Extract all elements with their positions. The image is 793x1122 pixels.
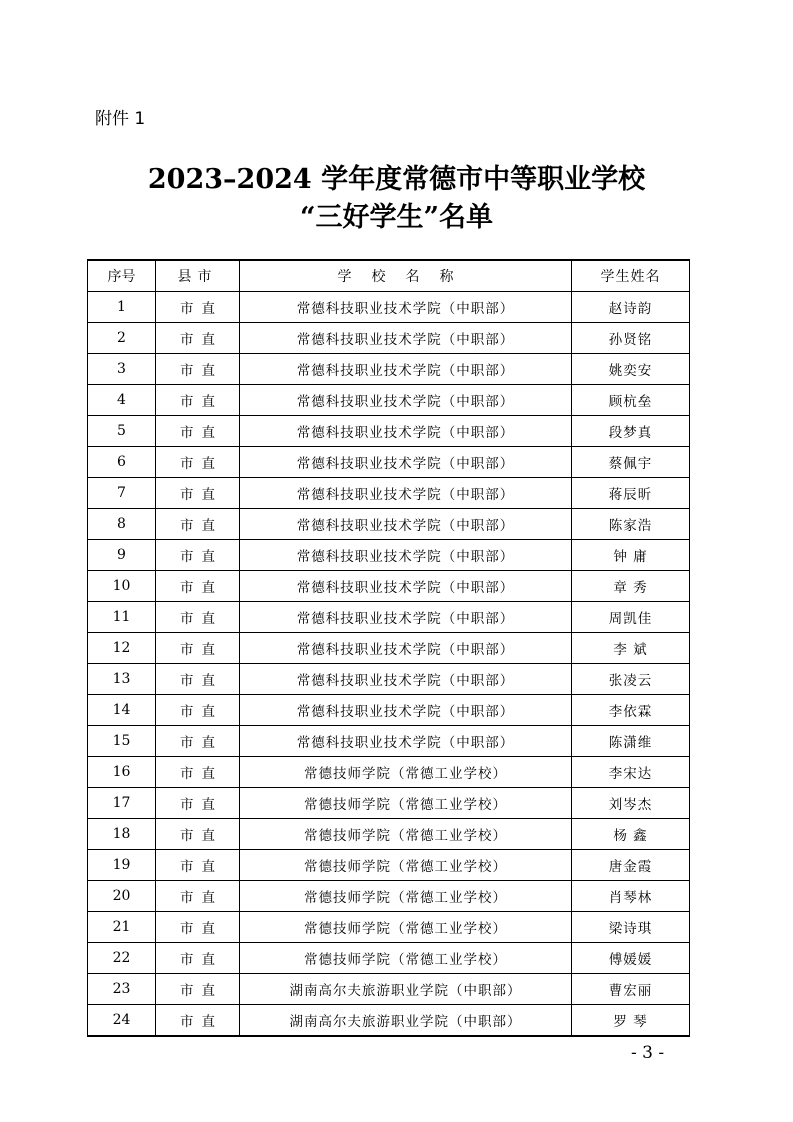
row-student-name: 杨 鑫 [572,819,690,850]
row-county: 市直 [156,571,240,602]
row-student-name: 钟 庸 [572,540,690,571]
page-number: - 3 - [631,1043,665,1063]
row-student-name: 姚奕安 [572,354,690,385]
row-serial-number: 11 [88,602,156,633]
row-student-name: 段梦真 [572,416,690,447]
table-row [88,478,690,509]
row-serial-number: 15 [88,726,156,757]
row-student-name: 刘岑杰 [572,788,690,819]
row-school-name: 常德技师学院（常德工业学校） [240,912,572,943]
row-school-name: 常德科技职业技术学院（中职部） [240,540,572,571]
table-row [88,354,690,385]
row-school-name: 湖南高尔夫旅游职业学院（中职部） [240,974,572,1005]
header-county: 县市 [156,260,240,292]
row-serial-number: 6 [88,447,156,478]
row-serial-number: 2 [88,323,156,354]
row-county: 市直 [156,974,240,1005]
row-school-name: 常德科技职业技术学院（中职部） [240,292,572,323]
row-county: 市直 [156,819,240,850]
row-student-name: 李 斌 [572,633,690,664]
row-county: 市直 [156,385,240,416]
table-header-row [88,260,690,292]
table-row [88,974,690,1005]
row-serial-number: 8 [88,509,156,540]
row-school-name: 常德科技职业技术学院（中职部） [240,323,572,354]
table-row [88,323,690,354]
table-row [88,850,690,881]
row-school-name: 常德技师学院（常德工业学校） [240,943,572,974]
row-serial-number: 7 [88,478,156,509]
row-school-name: 常德科技职业技术学院（中职部） [240,602,572,633]
row-student-name: 梁诗琪 [572,912,690,943]
row-county: 市直 [156,416,240,447]
row-serial-number: 5 [88,416,156,447]
row-serial-number: 21 [88,912,156,943]
header-student-name: 学生姓名 [572,260,690,292]
row-school-name: 常德技师学院（常德工业学校） [240,850,572,881]
table-row [88,540,690,571]
row-student-name: 顾杭垒 [572,385,690,416]
row-school-name: 常德技师学院（常德工业学校） [240,788,572,819]
row-student-name: 傅媛媛 [572,943,690,974]
row-county: 市直 [156,292,240,323]
row-school-name: 常德科技职业技术学院（中职部） [240,509,572,540]
table-row [88,757,690,788]
row-student-name: 赵诗韵 [572,292,690,323]
table-row [88,292,690,323]
row-serial-number: 14 [88,695,156,726]
row-student-name: 李宋达 [572,757,690,788]
row-county: 市直 [156,1005,240,1037]
row-school-name: 常德技师学院（常德工业学校） [240,881,572,912]
row-student-name: 陈潇维 [572,726,690,757]
row-serial-number: 9 [88,540,156,571]
row-county: 市直 [156,881,240,912]
row-serial-number: 1 [88,292,156,323]
row-school-name: 常德科技职业技术学院（中职部） [240,633,572,664]
row-county: 市直 [156,757,240,788]
header-serial-number: 序号 [88,260,156,292]
table-row [88,633,690,664]
row-school-name: 常德科技职业技术学院（中职部） [240,571,572,602]
row-serial-number: 10 [88,571,156,602]
row-county: 市直 [156,943,240,974]
table-row [88,788,690,819]
row-county: 市直 [156,850,240,881]
table-row [88,416,690,447]
row-school-name: 常德科技职业技术学院（中职部） [240,354,572,385]
table-row [88,447,690,478]
row-county: 市直 [156,633,240,664]
document-title-line-2: “三好学生”名单 [299,202,494,233]
header-school-name: 学校名称 [240,260,572,292]
table-row [88,695,690,726]
table-row [88,509,690,540]
row-serial-number: 23 [88,974,156,1005]
row-school-name: 常德技师学院（常德工业学校） [240,819,572,850]
row-school-name: 常德科技职业技术学院（中职部） [240,478,572,509]
table-row [88,385,690,416]
row-serial-number: 3 [88,354,156,385]
table-row [88,1005,690,1037]
row-school-name: 常德技师学院（常德工业学校） [240,757,572,788]
table-row [88,602,690,633]
row-county: 市直 [156,447,240,478]
row-county: 市直 [156,695,240,726]
row-serial-number: 17 [88,788,156,819]
student-roster-table [87,259,690,1037]
row-serial-number: 13 [88,664,156,695]
row-student-name: 蒋辰昕 [572,478,690,509]
row-student-name: 蔡佩宇 [572,447,690,478]
row-serial-number: 19 [88,850,156,881]
table-row [88,726,690,757]
row-county: 市直 [156,912,240,943]
row-school-name: 常德科技职业技术学院（中职部） [240,664,572,695]
row-county: 市直 [156,323,240,354]
row-student-name: 陈家浩 [572,509,690,540]
row-student-name: 章 秀 [572,571,690,602]
row-serial-number: 20 [88,881,156,912]
row-serial-number: 16 [88,757,156,788]
row-serial-number: 4 [88,385,156,416]
row-serial-number: 12 [88,633,156,664]
table-row [88,819,690,850]
row-student-name: 曹宏丽 [572,974,690,1005]
row-county: 市直 [156,354,240,385]
row-student-name: 肖琴林 [572,881,690,912]
row-school-name: 常德科技职业技术学院（中职部） [240,416,572,447]
table-body [88,292,690,1037]
row-county: 市直 [156,664,240,695]
row-county: 市直 [156,509,240,540]
table-row [88,881,690,912]
row-county: 市直 [156,726,240,757]
row-school-name: 常德科技职业技术学院（中职部） [240,447,572,478]
table-row [88,571,690,602]
row-county: 市直 [156,540,240,571]
row-student-name: 周凯佳 [572,602,690,633]
document-title-line-1: 2023–2024 学年度常德市中等职业学校 [147,164,646,195]
row-county: 市直 [156,788,240,819]
attachment-label: 附件 1 [95,109,146,129]
row-school-name: 湖南高尔夫旅游职业学院（中职部） [240,1005,572,1037]
row-student-name: 张凌云 [572,664,690,695]
row-school-name: 常德科技职业技术学院（中职部） [240,726,572,757]
row-serial-number: 22 [88,943,156,974]
row-student-name: 罗 琴 [572,1005,690,1037]
row-student-name: 唐金霞 [572,850,690,881]
row-student-name: 李依霖 [572,695,690,726]
row-serial-number: 18 [88,819,156,850]
row-county: 市直 [156,602,240,633]
table-row [88,943,690,974]
row-school-name: 常德科技职业技术学院（中职部） [240,695,572,726]
table-row [88,912,690,943]
table-row [88,664,690,695]
row-school-name: 常德科技职业技术学院（中职部） [240,385,572,416]
row-student-name: 孙贤铭 [572,323,690,354]
row-county: 市直 [156,478,240,509]
row-serial-number: 24 [88,1005,156,1037]
